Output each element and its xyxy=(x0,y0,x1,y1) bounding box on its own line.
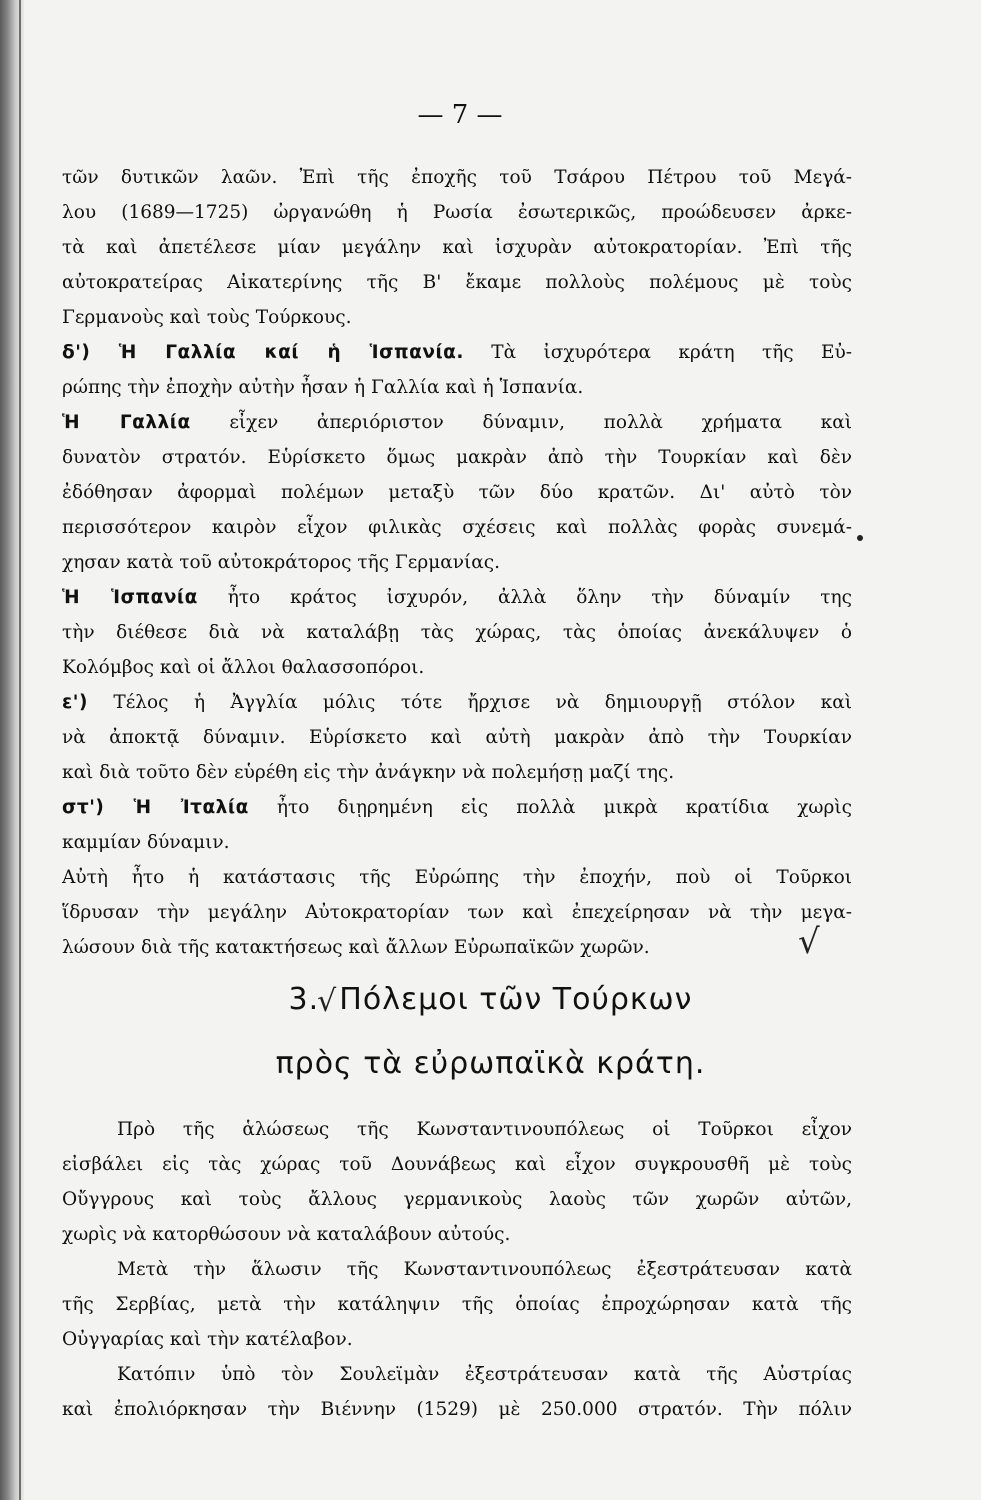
text-line xyxy=(62,615,852,650)
text-line xyxy=(62,1322,852,1357)
line-text: χησαν κατὰ τοῦ αὐτοκράτορος τῆς Γερμανίας. xyxy=(62,552,500,573)
line-text: ρώπης τὴν ἐποχὴν αὐτὴν ἦσαν ἡ Γαλλία καὶ ἡ Ἱσπανία. xyxy=(62,377,584,398)
text-line xyxy=(62,685,852,720)
line-text: ἐδόθησαν ἀφορμαὶ πολέμων μεταξὺ τῶν δύο κρατῶν. Δι' αὐτὸ τὸν xyxy=(62,482,852,503)
binding-edge xyxy=(19,0,21,1500)
text-line xyxy=(62,475,852,510)
text-line xyxy=(62,1287,852,1322)
section-heading-line-2: πρὸς τὰ εὐρωπαϊκὰ κράτη. xyxy=(275,1046,706,1081)
text-line xyxy=(62,825,852,860)
paragraph-lead: Ἡ Γαλλία xyxy=(62,412,191,433)
section-body-1 xyxy=(62,160,852,965)
line-text: ἦτο διῃρημένη εἰς πολλὰ μικρὰ κρατίδια χωρὶς xyxy=(248,797,852,818)
line-text: ἵδρυσαν τὴν μεγάλην Αὐτοκρατορίαν των καὶ ἐπεχείρησαν νὰ τὴν μεγα- xyxy=(62,902,852,923)
text-line xyxy=(62,1357,852,1392)
line-text: Κολόμβος καὶ οἱ ἄλλοι θαλασσοπόροι. xyxy=(62,657,425,678)
line-text: Τὰ ἰσχυρότερα κράτη τῆς Εὐ- xyxy=(463,342,852,363)
line-text: τὴν διέθεσε διὰ νὰ καταλάβῃ τὰς χώρας, τὰς ὁποίας ἀνεκάλυψεν ὁ xyxy=(62,622,852,643)
text-line xyxy=(62,1112,852,1147)
paragraph-lead: Ἡ Ἱσπανία xyxy=(62,587,198,608)
line-text: περισσότερον καιρὸν εἶχον φιλικὰς σχέσεις καὶ πολλὰς φορὰς συνεμά- xyxy=(62,517,852,538)
line-text: καὶ διὰ τοῦτο δὲν εὑρέθη εἰς τὴν ἀνάγκην νὰ πολεμήσῃ μαζί της. xyxy=(62,762,675,783)
text-line xyxy=(62,580,852,615)
text-line xyxy=(62,510,852,545)
section-heading-line-1 xyxy=(0,982,981,1017)
text-line xyxy=(62,650,852,685)
check-mark-icon: √ xyxy=(317,984,338,1019)
line-text: εἶχεν ἀπεριόριστον δύναμιν, πολλὰ χρήματα καὶ xyxy=(190,412,852,433)
text-line xyxy=(62,300,852,335)
text-line xyxy=(62,370,852,405)
line-text: τῶν δυτικῶν λαῶν. Ἐπὶ τῆς ἐποχῆς τοῦ Τσάρου Πέτρου τοῦ Μεγά- xyxy=(62,167,852,188)
text-line xyxy=(62,545,852,580)
line-text: ἦτο κράτος ἰσχυρόν, ἀλλὰ ὅλην τὴν δύναμίν της xyxy=(197,587,852,608)
text-line xyxy=(62,895,852,930)
line-text: χωρὶς νὰ κατορθώσουν νὰ καταλάβουν αὐτούς. xyxy=(62,1224,511,1245)
line-text: νὰ ἀποκτᾷ δύναμιν. Εὑρίσκετο καὶ αὐτὴ μακρὰν ἀπὸ τὴν Τουρκίαν xyxy=(62,727,852,748)
line-text: Πρὸ τῆς ἁλώσεως τῆς Κωνσταντινουπόλεως οἱ Τοῦρκοι εἶχον xyxy=(117,1119,852,1140)
text-line xyxy=(62,1182,852,1217)
text-line xyxy=(62,1392,852,1427)
line-text: καμμίαν δύναμιν. xyxy=(62,832,230,853)
line-text: Γερμανοὺς καὶ τοὺς Τούρκους. xyxy=(62,307,352,328)
line-text: Οὐγγαρίας καὶ τὴν κατέλαβον. xyxy=(62,1329,353,1350)
line-text: Οὔγγρους καὶ τοὺς ἄλλους γερμανικοὺς λαοὺς τῶν χωρῶν αὐτῶν, xyxy=(62,1189,852,1210)
text-line xyxy=(62,930,852,965)
line-text: Κατόπιν ὑπὸ τὸν Σουλεϊμὰν ἐξεστράτευσαν κατὰ τῆς Αὐστρίας xyxy=(117,1364,852,1385)
line-text: τῆς Σερβίας, μετὰ τὴν κατάληψιν τῆς ὁποίας ἐπροχώρησαν κατὰ τῆς xyxy=(62,1294,852,1315)
paragraph-lead: στ') Ἡ Ἰταλία xyxy=(62,797,249,818)
text-line xyxy=(62,755,852,790)
text-line xyxy=(62,230,852,265)
margin-mark xyxy=(857,535,863,541)
line-text: δυνατὸν στρατόν. Εὑρίσκετο ὅμως μακρὰν ἀπὸ τὴν Τουρκίαν καὶ δὲν xyxy=(62,447,852,468)
line-text: τὰ καὶ ἀπετέλεσε μίαν μεγάλην καὶ ἰσχυρὰν αὐτοκρατορίαν. Ἐπὶ τῆς xyxy=(62,237,852,258)
text-line xyxy=(62,720,852,755)
text-line xyxy=(62,265,852,300)
text-line xyxy=(62,405,852,440)
text-line xyxy=(62,160,852,195)
paragraph-lead: ε') xyxy=(62,692,88,713)
line-text: λώσουν διὰ τῆς κατακτήσεως καὶ ἄλλων Εὐρωπαϊκῶν χωρῶν. xyxy=(62,937,650,958)
text-line xyxy=(62,440,852,475)
section-number: 3. xyxy=(288,982,320,1017)
line-text: Τέλος ἡ Ἀγγλία μόλις τότε ἤρχισε νὰ δημιουργῇ στόλον καὶ xyxy=(87,692,852,713)
paragraph-lead: δ') Ἡ Γαλλία καί ἡ Ἱσπανία. xyxy=(62,342,464,363)
text-line xyxy=(62,860,852,895)
section-title: Πόλεμοι τῶν Τούρκων xyxy=(339,982,693,1017)
line-text: Αὐτὴ ἦτο ἡ κατάστασις τῆς Εὐρώπης τὴν ἐποχήν, ποὺ οἱ Τοῦρκοι xyxy=(62,867,852,888)
text-line xyxy=(62,1252,852,1287)
line-text: λου (1689—1725) ὠργανώθη ἡ Ρωσία ἐσωτερικῶς, προώδευσεν ἀρκε- xyxy=(62,202,852,223)
line-text: καὶ ἐπολιόρκησαν τὴν Βιέννην (1529) μὲ 250.000 στρατόν. Τὴν πόλιν xyxy=(62,1399,852,1420)
text-line xyxy=(62,790,852,825)
text-line xyxy=(62,1147,852,1182)
line-text: εἰσβάλει εἰς τὰς χώρας τοῦ Δουνάβεως καὶ εἶχον συγκρουσθῆ μὲ τοὺς xyxy=(62,1154,852,1175)
page-number: — 7 — xyxy=(417,100,503,130)
text-line xyxy=(62,335,852,370)
line-text: αὐτοκρατείρας Αἰκατερίνης τῆς Β' ἔκαμε πολλοὺς πολέμους μὲ τοὺς xyxy=(62,272,852,293)
line-text: Μετὰ τὴν ἅλωσιν τῆς Κωνσταντινουπόλεως ἐξεστράτευσαν κατὰ xyxy=(117,1259,852,1280)
check-mark-icon: √ xyxy=(798,922,820,962)
text-line xyxy=(62,195,852,230)
section-body-2 xyxy=(62,1112,852,1427)
text-line xyxy=(62,1217,852,1252)
